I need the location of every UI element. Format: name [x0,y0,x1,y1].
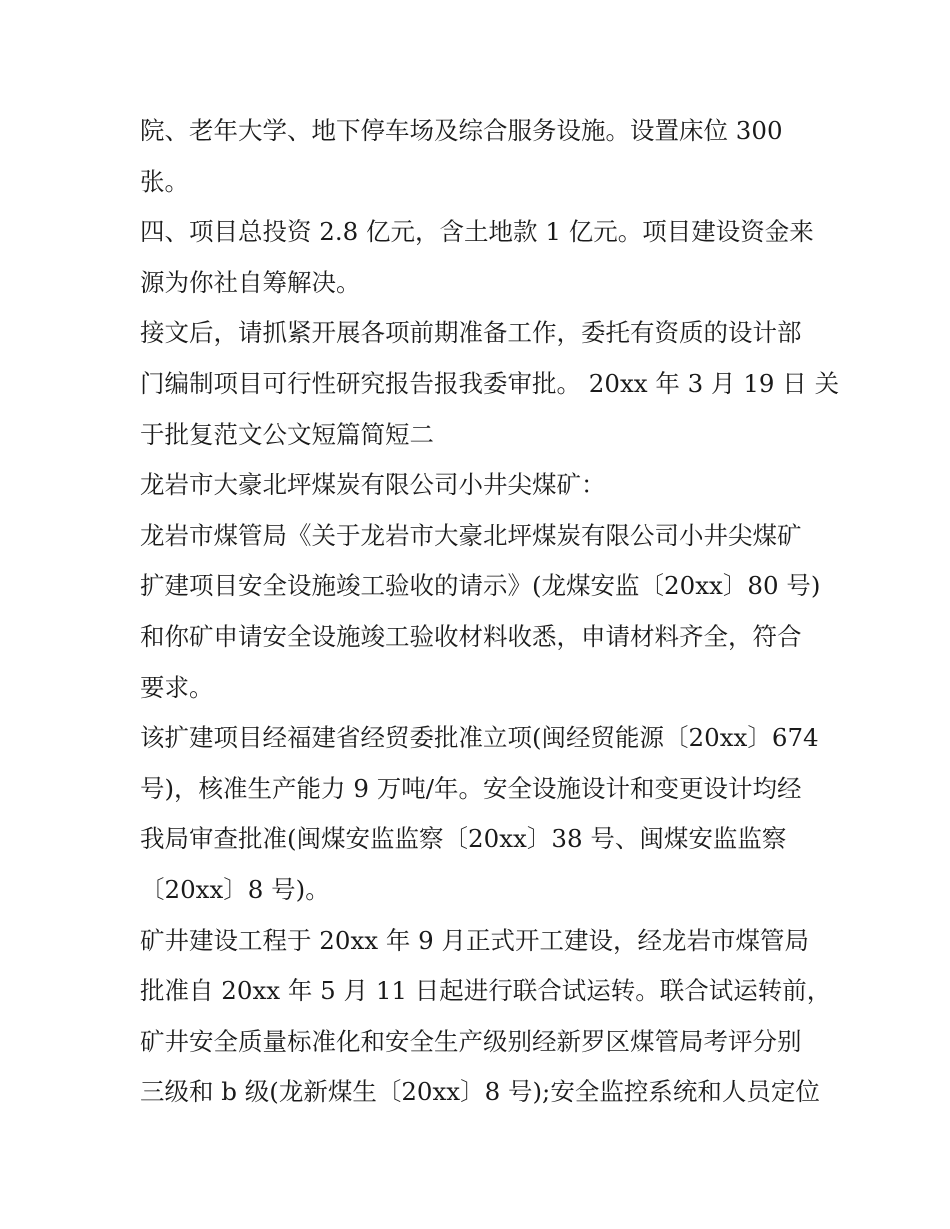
text-line: 该扩建项目经福建省经贸委批准立项(闽经贸能源〔20xx〕674 [140,723,819,753]
text-line: 张。 [140,166,189,196]
text-line: 门编制项目可行性研究报告报我委审批。 20xx 年 3 月 19 日 关 [140,368,840,398]
text-line: 要求。 [140,672,214,702]
text-line: 我局审查批准(闽煤安监监察〔20xx〕38 号、闽煤安监监察 [140,824,787,854]
text-line: 批准自 20xx 年 5 月 11 日起进行联合试运转。联合试运转前， [140,976,832,1006]
text-line: 〔20xx〕8 号)。 [140,874,330,904]
text-line: 矿井建设工程于 20xx 年 9 月正式开工建设，经龙岩市煤管局 [140,925,810,955]
text-line: 矿井安全质量标准化和安全生产级别经新罗区煤管局考评分别 [140,1026,802,1056]
text-line: 源为你社自筹解决。 [140,267,361,297]
text-line: 接文后，请抓紧开展各项前期准备工作，委托有资质的设计部 [140,318,802,348]
text-line: 号)，核准生产能力 9 万吨/年。安全设施设计和变更设计均经 [140,773,802,803]
text-line: 四、项目总投资 2.8 亿元，含土地款 1 亿元。项目建设资金来 [140,217,814,247]
text-line: 龙岩市大豪北坪煤炭有限公司小井尖煤矿： [140,470,606,500]
text-line: 扩建项目安全设施竣工验收的请示》(龙煤安监〔20xx〕80 号) [140,571,821,601]
text-line: 于批复范文公文短篇简短二 [140,419,434,449]
text-line: 三级和 b 级(龙新煤生〔20xx〕8 号);安全监控系统和人员定位 [140,1077,820,1107]
document-body [140,106,840,1118]
text-line: 院、老年大学、地下停车场及综合服务设施。设置床位 300 [140,116,783,145]
text-line: 龙岩市煤管局《关于龙岩市大豪北坪煤炭有限公司小井尖煤矿 [140,520,802,550]
text-line: 和你矿申请安全设施竣工验收材料收悉，申请材料齐全，符合 [140,621,802,651]
